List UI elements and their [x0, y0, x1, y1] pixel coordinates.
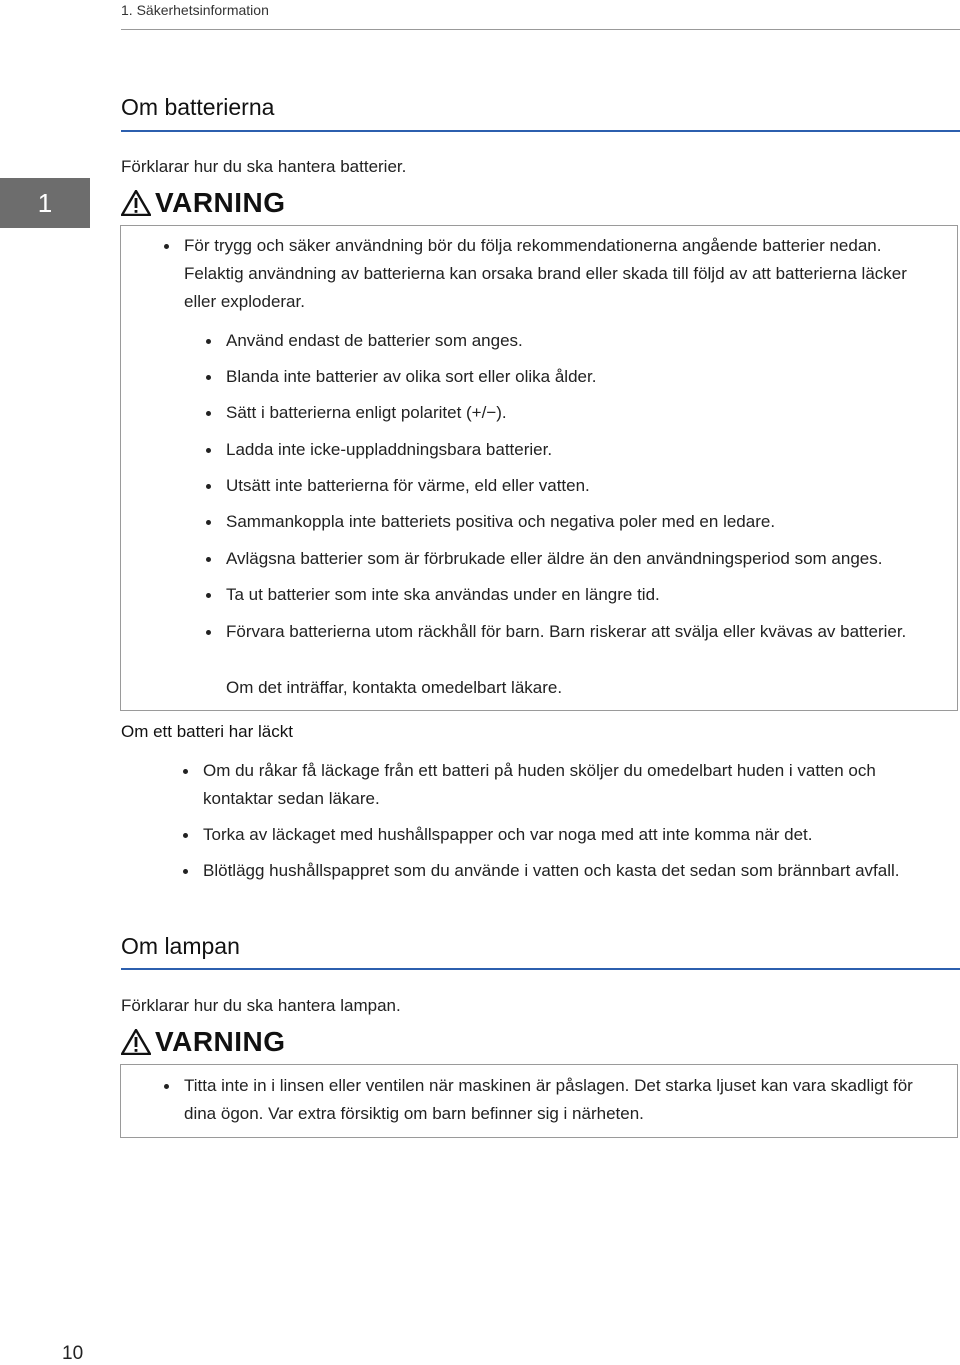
warning-triangle-icon: [121, 190, 151, 216]
warning-item: Titta inte in i linsen eller ventilen när maskinen är påslagen. Det starka ljuset kan vara skadligt för dina ögon. Var extra försiktig om barn befinner sig i närheten.: [184, 1072, 934, 1128]
warning-heading: [121, 1026, 286, 1058]
section-divider: [121, 968, 960, 970]
warning-subitem: Sätt i batterierna enligt polaritet (+/−).: [226, 399, 926, 427]
warning-subitem-continuation: Om det inträffar, kontakta omedelbart läkare.: [226, 678, 563, 697]
page-number: 10: [62, 1343, 84, 1364]
chapter-tab: 1: [0, 178, 90, 228]
warning-label: VARNING: [155, 1026, 286, 1057]
warning-item: För trygg och säker användning bör du följa rekommendationerna angående batterier nedan. Felaktig användning av batterierna kan orsaka brand eller skada till följd av att batterierna läcker eller exploderar.: [184, 232, 924, 316]
warning-triangle-icon: [121, 1029, 151, 1055]
warning-heading: [121, 187, 286, 219]
warning-subitem: Avlägsna batterier som är förbrukade eller äldre än den användningsperiod som anges.: [226, 545, 941, 573]
warning-label: VARNING: [155, 187, 286, 218]
section-intro: Förklarar hur du ska hantera lampan.: [121, 996, 401, 1015]
warning-subitem: Sammankoppla inte batteriets positiva och negativa poler med en ledare.: [226, 508, 926, 536]
section-title-lamp: Om lampan: [121, 933, 240, 959]
section-intro: Förklarar hur du ska hantera batterier.: [121, 157, 407, 176]
warning-subitem: Utsätt inte batterierna för värme, eld eller vatten.: [226, 472, 926, 500]
warning-subitem: Använd endast de batterier som anges.: [226, 327, 926, 355]
running-header: 1. Säkerhetsinformation: [121, 2, 269, 18]
warning-subitem: Ladda inte icke-uppladdningsbara batterier.: [226, 436, 926, 464]
warning-subitem: Ta ut batterier som inte ska användas under en längre tid.: [226, 581, 926, 609]
section-title-batteries: Om batterierna: [121, 94, 275, 120]
list-item: Torka av läckaget med hushållspapper och var noga med att inte komma när det.: [203, 821, 943, 849]
warning-subitem: Förvara batterierna utom räckhåll för barn. Barn riskerar att svälja eller kvävas av batterier.: [226, 618, 916, 646]
list-item: Om du råkar få läckage från ett batteri på huden sköljer du omedelbart huden i vatten och kontaktar sedan läkare.: [203, 757, 943, 813]
list-item: Blötlägg hushållspappret som du använde i vatten och kasta det sedan som brännbart avfall.: [203, 857, 953, 885]
header-divider: [121, 29, 960, 30]
warning-subitem: Blanda inte batterier av olika sort eller olika ålder.: [226, 363, 926, 391]
section-divider: [121, 130, 960, 132]
subsection-title-leak: Om ett batteri har läckt: [121, 722, 293, 741]
